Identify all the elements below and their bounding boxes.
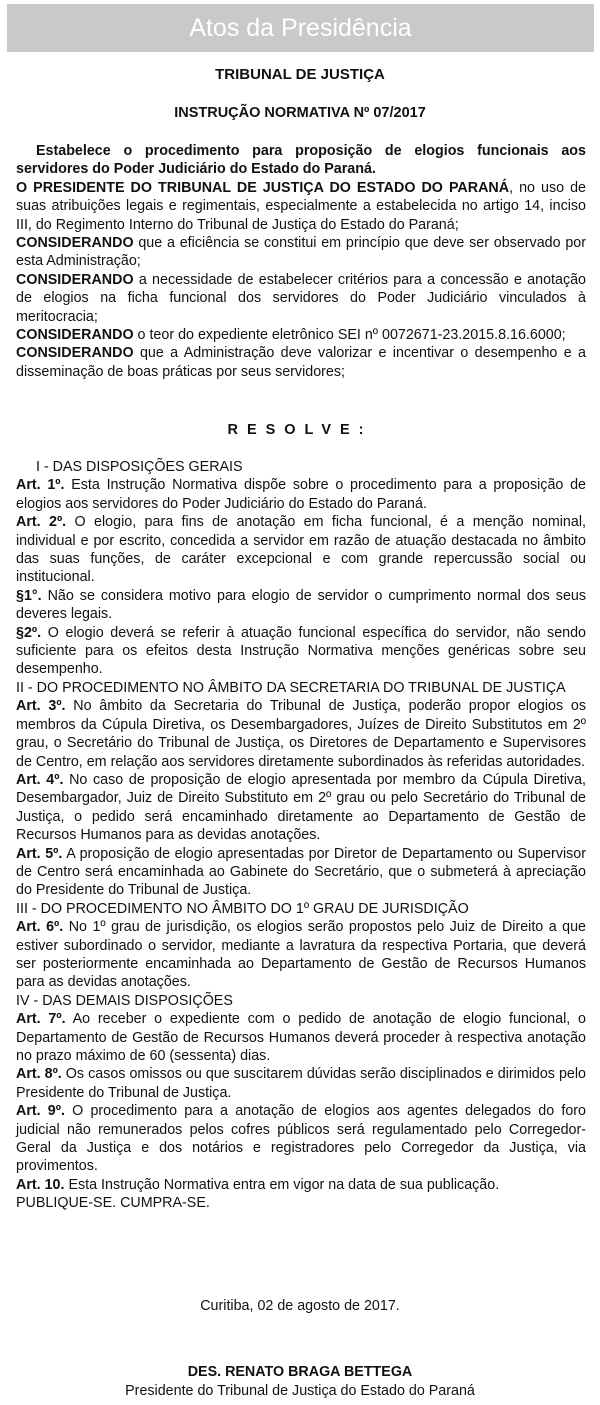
resolve-heading: RESOLVE: [227, 422, 373, 438]
section-heading: II - DO PROCEDIMENTO NO ÂMBITO DA SECRETARIA DO TRIBUNAL DE JUSTIÇA [16, 679, 566, 696]
section-heading: I - DAS DISPOSIÇÕES GERAIS [36, 459, 243, 475]
section-heading: IV - DAS DEMAIS DISPOSIÇÕES [16, 992, 233, 1009]
paragraph-1: §1°. Não se considera motivo para elogio de servidor o cumprimento normal dos seus deveres legais. [16, 587, 586, 623]
article-10: Art. 10. Esta Instrução Normativa entra em vigor na data de sua publicação. [16, 1176, 500, 1193]
considerando-2: CONSIDERANDO a necessidade de estabelecer critérios para a concessão e anotação de elogios na ficha funcional dos servidores do Poder Judiciário vinculados à meritocracia; [16, 271, 586, 325]
section-heading: III - DO PROCEDIMENTO NO ÂMBITO DO 1º GRAU DE JURISDIÇÃO [16, 900, 469, 917]
article-5: Art. 5º. A proposição de elogio apresentadas por Diretor de Departamento ou Supervisor de Centro será encaminhada ao Gabinete do Secretário, que o submeterá à apreciação do Presidente do Tribunal de Justiça. [16, 845, 587, 899]
considerando-1: CONSIDERANDO que a eficiência se constitui em princípio que deve ser observado por esta Administração; [16, 235, 586, 270]
considerando-3: CONSIDERANDO o teor do expediente eletrônico SEI nº 0072671-23.2015.8.16.6000; [16, 327, 566, 344]
signer-name: DES. RENATO BRAGA BETTEGA [187, 1364, 413, 1380]
article-7: Art. 7º. Ao receber o expediente com o pedido de anotação de elogio funcional, o Departamento de Gestão de Recursos Humanos deverá proceder à respectiva anotação no prazo máximo de 60 (sessenta) dias. [16, 1011, 586, 1064]
article-1: Art. 1º. Esta Instrução Normativa dispõe sobre o procedimento para a proposição de elogios aos servidores do Poder Judiciário do Estado do Paraná. [16, 477, 586, 512]
article-8: Art. 8º. Os casos omissos ou que suscitarem dúvidas serão disciplinados e dirimidos pelo Presidente do Tribunal de Justiça. [16, 1066, 586, 1101]
article-4: Art. 4º. No caso de proposição de elogio apresentada por membro da Cúpula Diretiva, Desembargador, Juiz de Direito Substituto em 2º grau ou pelo Secretário do Tribunal de Justiça, o pedido será encaminhado diretamente ao Departamento de Gestão de Recursos Humanos para as devidas anotações. [16, 771, 586, 844]
instruction-title: INSTRUÇÃO NORMATIVA Nº 07/2017 [174, 105, 426, 121]
summary-text: Estabelece o procedimento para proposição de elogios funcionais aos servidores do Poder Judiciário do Estado do Paraná. [16, 143, 586, 178]
article-3: Art. 3º. No âmbito da Secretaria do Tribunal de Justiça, poderão propor elogios os membros da Cúpula Diretiva, os Desembargadores, Juízes de Direito Substitutos em 2º grau, o Secretário do Tribunal de Justiça, os Diretores de Departamento e Supervisores de Centro, em relação aos servidores diretamente subordinados às referidas autoridades. [16, 698, 586, 770]
article-9: Art. 9º. O procedimento para a anotação de elogios aos agentes delegados do foro judicial não remunerados pelos cofres públicos será regulamentado pelo Corregedor-Geral da Justiça e dos notários e registradores pelo Corregedor da Justiça, via provimentos. [16, 1103, 586, 1175]
considerando-4: CONSIDERANDO que a Administração deve valorizar e incentivar o desempenho e a disseminação de boas práticas por seus servidores; [16, 345, 586, 380]
preamble [16, 142, 586, 381]
articles [16, 458, 586, 1213]
preamble-paragraph: O PRESIDENTE DO TRIBUNAL DE JUSTIÇA DO ESTADO DO PARANÁ, no uso de suas atribuições legais e regimentais, especialmente a estabelecida no artigo 14, inciso III, do Regimento Interno do Tribunal de Justiça do Estado do Paraná; [16, 179, 586, 233]
summary [16, 142, 586, 179]
article-2: Art. 2º. O elogio, para fins de anotação em ficha funcional, é a menção nominal, individual e por escrito, concedida a servidor em razão de atuação destacada no âmbito das suas funções, de caráter excepcional e com grande repercussão social ou institucional. [16, 514, 586, 586]
closing-formula: PUBLIQUE-SE. CUMPRA-SE. [16, 1195, 210, 1212]
paragraph-2: §2º. O elogio deverá se referir à atuação funcional específica do servidor, não sendo suficiente para os efeitos desta Instrução Normativa menções genéricas sobre seu desempenho. [16, 624, 586, 678]
place-date: Curitiba, 02 de agosto de 2017. [200, 1298, 400, 1314]
section-banner: Atos da Presidência [7, 4, 594, 52]
court-title: TRIBUNAL DE JUSTIÇA [215, 66, 385, 83]
article-6: Art. 6º. No 1º grau de jurisdição, os elogios serão propostos pelo Juiz de Direito a que estiver subordinado o servidor, mediante a lavratura da respectiva Portaria, que deverá ser posteriormente encaminhada ao Departamento de Gestão de Recursos Humanos para as devidas anotações. [16, 919, 586, 991]
signer-role: Presidente do Tribunal de Justiça do Estado do Paraná [125, 1383, 475, 1399]
